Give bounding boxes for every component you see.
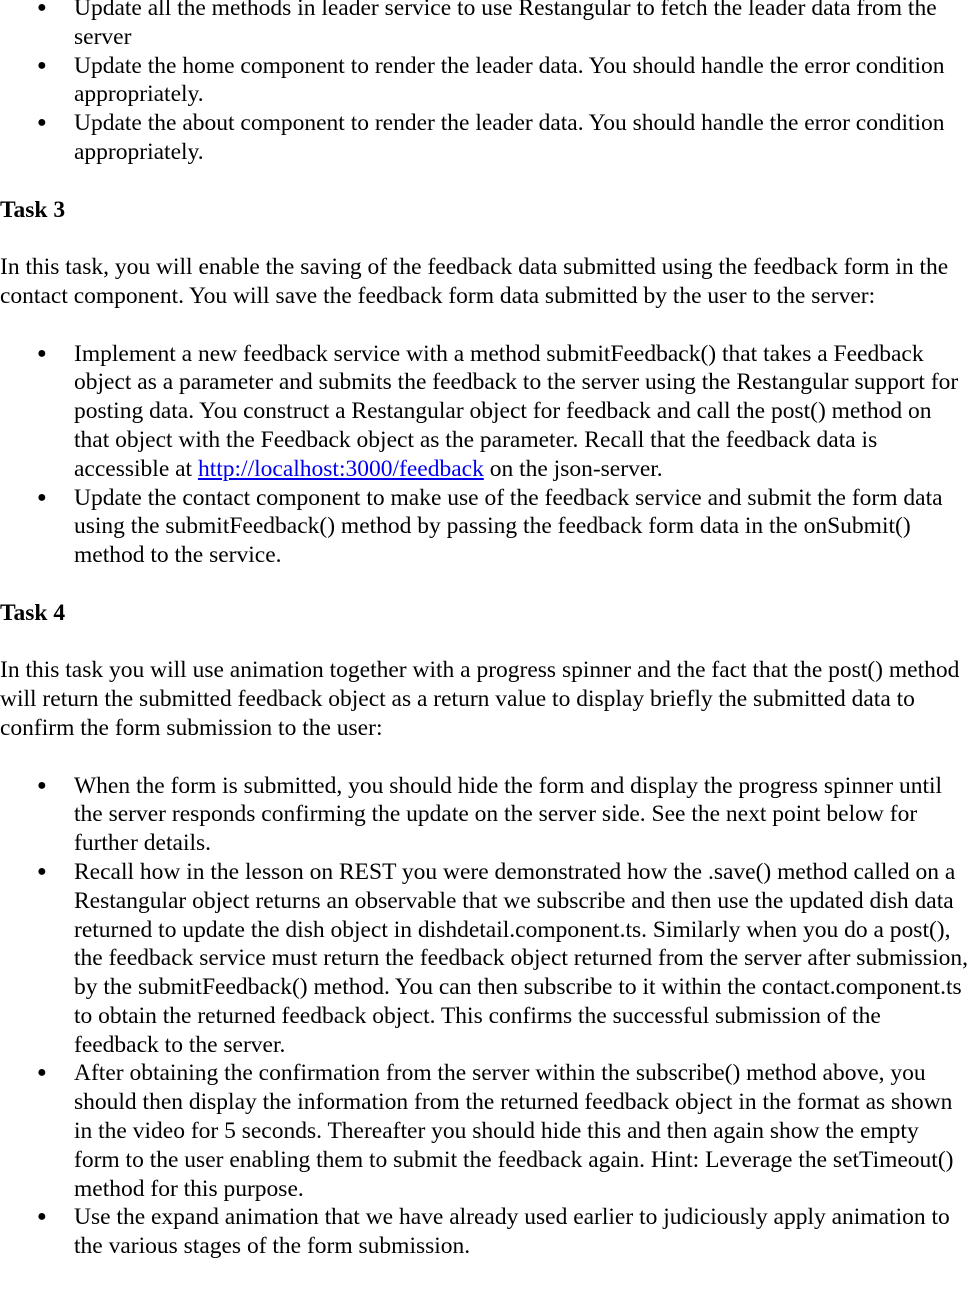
task-4-intro: In this task you will use animation together with a progress spinner and the fact that the post() method will return the submitted feedback object as a return value to display briefly the submitted data to confirm the form submission to the user: — [0, 657, 960, 741]
task-3-intro: In this task, you will enable the saving of the feedback data submitted using the feedback form in the contact component. You will save the feedback form data submitted by the user to the server: — [0, 254, 949, 309]
bullet-icon: ● — [37, 344, 47, 362]
list-item: ● Update all the methods in leader service to use Restangular to fetch the leader data from the server — [0, 0, 970, 52]
list-item: ● After obtaining the confirmation from the server within the subscribe() method above, you should then display the information from the returned feedback object in the format as shown in the video for 5 seconds. Thereafter you should hide this and then again show the empty form to the user enabling them to submit the feedback again. Hint: Leverage the setTimeout() method for this purpose. — [37, 1060, 954, 1202]
list-item: ● Implement a new feedback service with a method submitFeedback() that takes a Feedback object as a parameter and submits the feedback to the server using the Restangular support for posting data. You construct a Restangular object for feedback and call the post() method on that object with the Feedback object as the parameter. Recall that the feedback data is accessible at http://localhost:3000/feedback on the json-server. — [37, 340, 959, 482]
task-3-heading: Task 3 — [0, 196, 66, 223]
bullet-icon: ● — [37, 1064, 47, 1082]
list-item: ● When the form is submitted, you should hide the form and display the progress spinner until the server responds confirming the update on the server side. See the next point below for further details. — [37, 772, 943, 857]
list-item: ● Use the expand animation that we have already used earlier to judiciously apply animation to the various stages of the form submission. — [37, 1204, 950, 1260]
feedback-url-link[interactable]: http://localhost:3000/feedback — [197, 455, 484, 482]
leader-tasks-list — [0, 0, 970, 167]
list-item: ● Recall how in the lesson on REST you were demonstrated how the .save() method called on a Restangular object returns an observable that we subscribe and then use the updated dish data returned to update the dish object in dishdetail.component.ts. Similarly when you do a post(), the feedback service must return the feedback object returned from the server after submission, by the submitFeedback() method. You can then subscribe to it within the contact.component.ts to obtain the returned feedback object. This confirms the successful submission of the feedback to the server. — [37, 858, 968, 1058]
bullet-icon: ● — [37, 776, 47, 794]
list-item: ● Update the about component to render the leader data. You should handle the error condition appropriately. — [37, 110, 945, 165]
task-4-heading: Task 4 — [0, 599, 66, 626]
list-item: ● Update the home component to render the leader data. You should handle the error condition appropriately. — [37, 52, 945, 108]
task-3-list — [0, 340, 970, 570]
bullet-icon: ● — [37, 488, 47, 506]
task-4-list — [0, 772, 970, 1262]
bullet-icon: ● — [37, 862, 47, 880]
bullet-icon: ● — [37, 0, 47, 16]
list-item: ● Update the contact component to make use of the feedback service and submit the form data using the submitFeedback() method by passing the feedback form data in the onSubmit() method to the service. — [37, 484, 943, 569]
bullet-icon: ● — [37, 114, 47, 132]
bullet-icon: ● — [37, 56, 47, 74]
bullet-icon: ● — [37, 1208, 47, 1226]
